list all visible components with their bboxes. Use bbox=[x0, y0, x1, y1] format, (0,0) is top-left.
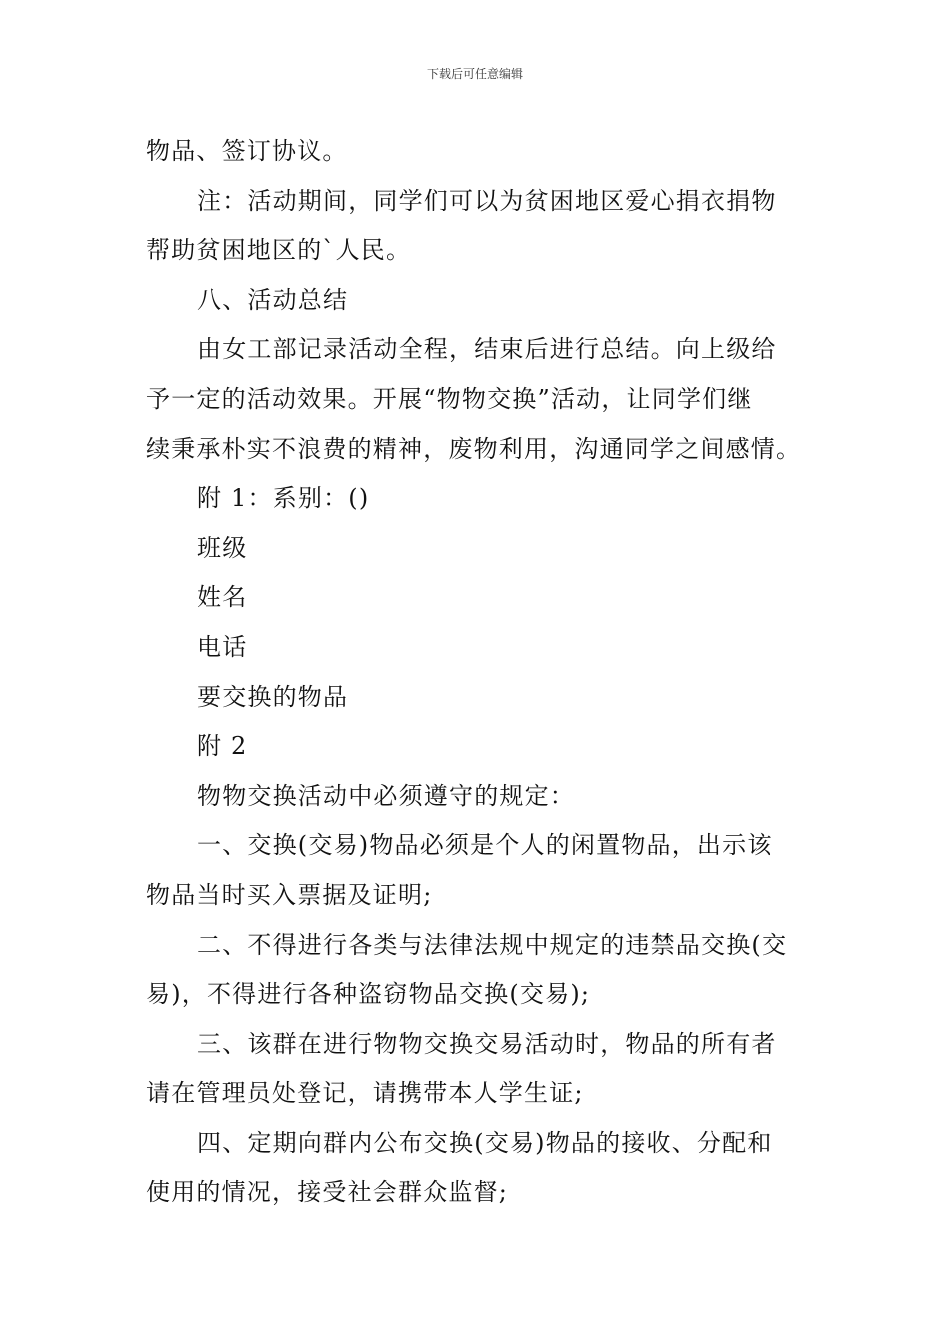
text-line: 帮助贫困地区的`人民。 bbox=[146, 236, 412, 265]
rule-line: 三、该群在进行物物交换交易活动时，物品的所有者 bbox=[197, 1029, 777, 1058]
rule-line: 易)，不得进行各种盗窃物品交换(交易); bbox=[146, 980, 591, 1009]
form-field-label: 姓名 bbox=[197, 583, 248, 612]
form-field-label: 班级 bbox=[197, 533, 248, 562]
rule-line: 一、交换(交易)物品必须是个人的闲置物品，出示该 bbox=[197, 831, 773, 860]
text-line: 予一定的活动效果。开展“物物交换”活动，让同学们继 bbox=[146, 384, 753, 413]
rule-line: 请在管理员处登记，请携带本人学生证; bbox=[146, 1079, 584, 1108]
document-body bbox=[146, 127, 811, 1218]
appendix-label: 附 2 bbox=[197, 732, 248, 761]
text-line: 由女工部记录活动全程，结束后进行总结。向上级给 bbox=[197, 335, 777, 364]
page-header-note: 下载后可任意编辑 bbox=[426, 67, 523, 81]
rule-line: 使用的情况，接受社会群众监督; bbox=[146, 1178, 509, 1207]
text-line: 续秉承朴实不浪费的精神，废物利用，沟通同学之间感情。 bbox=[146, 434, 802, 463]
text-line: 注：活动期间，同学们可以为贫困地区爱心捐衣捐物 bbox=[197, 186, 777, 215]
form-field-label: 电话 bbox=[197, 632, 248, 661]
text-line: 物品、签订协议。 bbox=[146, 137, 348, 165]
form-field-label: 要交换的物品 bbox=[197, 682, 349, 711]
rule-line: 二、不得进行各类与法律法规中规定的违禁品交换(交 bbox=[197, 930, 788, 959]
appendix-label: 附 1：系别：() bbox=[197, 484, 370, 513]
section-heading: 八、活动总结 bbox=[197, 285, 349, 314]
rules-heading: 物物交换活动中必须遵守的规定： bbox=[197, 781, 575, 810]
rule-line: 物品当时买入票据及证明; bbox=[146, 880, 433, 909]
rule-line: 四、定期向群内公布交换(交易)物品的接收、分配和 bbox=[197, 1128, 773, 1157]
